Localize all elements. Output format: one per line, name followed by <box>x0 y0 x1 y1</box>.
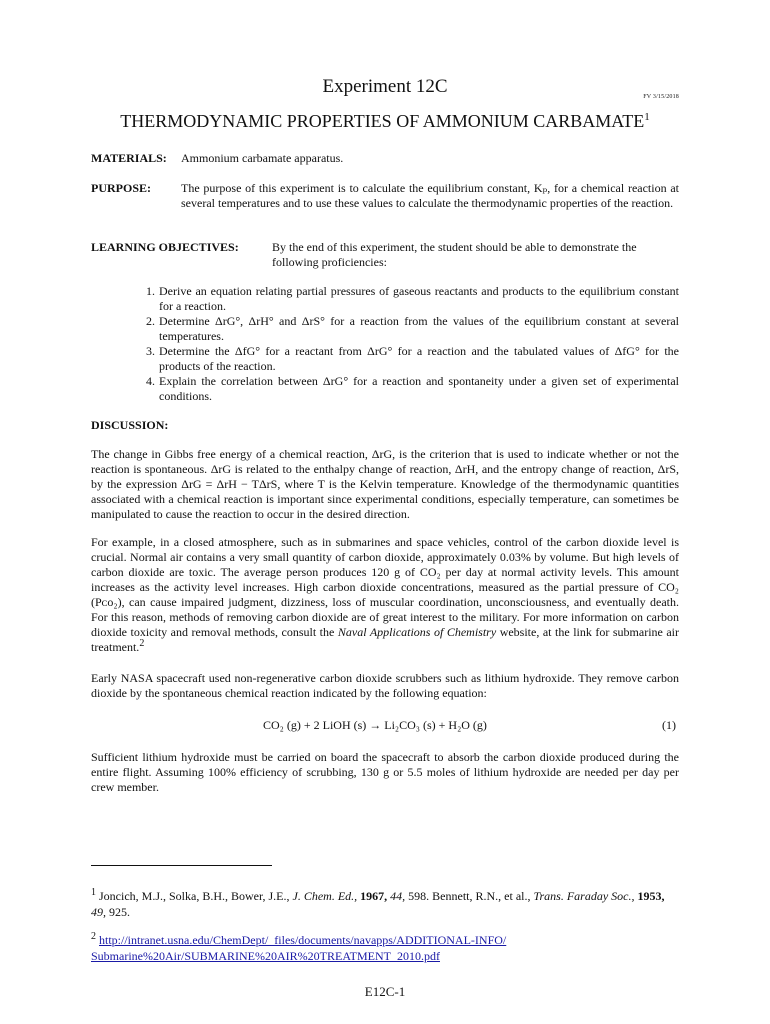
objective-text: Determine the ΔfG° for a reactant from ΔrG° for a reaction and the tabulated values of ΔfG° for the products of the reaction. <box>159 344 679 373</box>
naval-applications-title: Naval Applications of Chemistry <box>337 625 497 639</box>
discussion-paragraph-1: The change in Gibbs free energy of a chemical reaction, ΔrG, is the criterion that is used to indicate whether or not the reaction is spontaneous. ΔrG is related to the enthalpy change of reaction, ΔrH, and the entropy change of reaction, ΔrS, by the expression ΔrG = ΔrH − TΔrS, where T is the Kelvin temperature. Knowledge of the thermodynamic quantities associated with a chemical reaction is important since experimental conditions, especially temperature, can sometimes be manipulated to cause the reaction to occur in the desired direction. <box>91 447 679 521</box>
discussion-label: DISCUSSION: <box>91 418 169 432</box>
revision-note: FV 3/15/2018 <box>643 94 679 100</box>
objective-text: Explain the correlation between ΔrG° for a reaction and spontaneity under a given set of experimental conditions. <box>159 374 679 403</box>
footnote-1-authors: Joncich, M.J., Solka, B.H., Bower, J.E., <box>99 889 290 903</box>
footnote-ref-1[interactable]: 1 <box>644 111 650 123</box>
discussion-paragraph-3: Early NASA spacecraft used non-regenerative carbon dioxide scrubbers such as lithium hydroxide. They remove carbon dioxide by the spontaneous chemical reaction indicated by the following equation: <box>91 671 679 700</box>
footnote-1-volume-2: 49, <box>91 905 106 919</box>
objectives-intro: By the end of this experiment, the student should be able to demonstrate the following proficiencies: <box>272 240 637 269</box>
reaction-equation: CO₂ (g) + 2 LiOH (s) → Li₂CO₃ (s) + H₂O (g) <box>263 718 487 732</box>
objective-item <box>146 344 679 374</box>
equation-number: (1) <box>662 718 676 732</box>
objective-number: 3. <box>146 344 155 358</box>
footnote-1-year: 1967, <box>360 889 388 903</box>
main-title-text: THERMODYNAMIC PROPERTIES OF AMMONIUM CARBAMATE <box>120 111 645 131</box>
main-title <box>0 111 770 132</box>
objective-item <box>146 284 679 314</box>
submarine-air-treatment-link[interactable]: http://intranet.usna.edu/ChemDept/_files/documents/navapps/ADDITIONAL-INFO/Submarine%20Air/SUBMARINE%20AIR%20TREATMENT_2010.pdf <box>91 933 507 963</box>
footnote-2-mark: 2 <box>91 931 96 942</box>
objectives-list <box>146 284 679 404</box>
objective-text: Determine ΔrG°, ΔrH° and ΔrS° for a reaction from the values of the equilibrium constant at several temperatures. <box>159 314 679 343</box>
footnote-1-journal-2: Trans. Faraday Soc., <box>533 889 635 903</box>
objective-text: Derive an equation relating partial pressures of gaseous reactants and products to the equilibrium constant for a reaction. <box>159 284 679 313</box>
footnote-1 <box>91 888 679 920</box>
purpose-text: The purpose of this experiment is to calculate the equilibrium constant, Kₚ, for a chemical reaction at several temperatures and to use these values to calculate the thermodynamic properties of the reaction. <box>181 181 679 210</box>
footnote-divider <box>91 865 272 866</box>
footnote-1-middle: 598. Bennett, R.N., et al., <box>408 889 531 903</box>
experiment-title: Experiment 12C <box>322 76 448 97</box>
footnote-1-mark: 1 <box>91 887 96 898</box>
objective-item <box>146 374 679 404</box>
objective-number: 4. <box>146 374 155 388</box>
objective-item <box>146 314 679 344</box>
footnote-1-year-2: 1953, <box>637 889 665 903</box>
discussion-paragraph-4: Sufficient lithium hydroxide must be carried on board the spacecraft to absorb the carbon dioxide produced during the entire flight. Assuming 100% efficiency of scrubbing, 130 g or 5.5 moles of lithium hydroxide are needed per day per crew member. <box>91 750 679 794</box>
paragraph-2-end: website, at the link for submarine air treatment. <box>91 625 680 654</box>
footnote-ref-2[interactable]: 2 <box>139 638 145 649</box>
objective-number: 2. <box>146 314 155 328</box>
objectives-label: LEARNING OBJECTIVES: <box>91 240 239 254</box>
footnote-1-end: 925. <box>109 905 130 919</box>
footnote-1-volume: 44, <box>390 889 406 903</box>
footnote-2 <box>91 932 511 964</box>
purpose-label: PURPOSE: <box>91 181 151 195</box>
page-number: E12C-1 <box>364 984 406 999</box>
objective-number: 1. <box>146 284 155 298</box>
materials-label: MATERIALS: <box>91 151 167 165</box>
materials-text: Ammonium carbamate apparatus. <box>181 151 344 165</box>
footnote-1-journal: J. Chem. Ed., <box>292 889 358 903</box>
discussion-paragraph-2 <box>91 535 679 655</box>
paragraph-2-text: For example, in a closed atmosphere, such as in submarines and space vehicles, control of the carbon dioxide level is crucial. Normal air contains a very small quantity of carbon dioxide, approximately 0.03% by volume. But high levels of carbon dioxide are toxic. The average person produces 120 g of CO₂ per day at normal activity levels. This amount increases as the activity level increases. High carbon dioxide concentrations, measured as the partial pressure of CO₂ (Pᴄᴏ₂), can cause impaired judgment, dizziness, loss of muscular coordination, unconsciousness, and eventually death. For this reason, methods of removing carbon dioxide are of great interest to the military. For more information on carbon dioxide toxicity and removal methods, consult the <box>91 535 679 639</box>
